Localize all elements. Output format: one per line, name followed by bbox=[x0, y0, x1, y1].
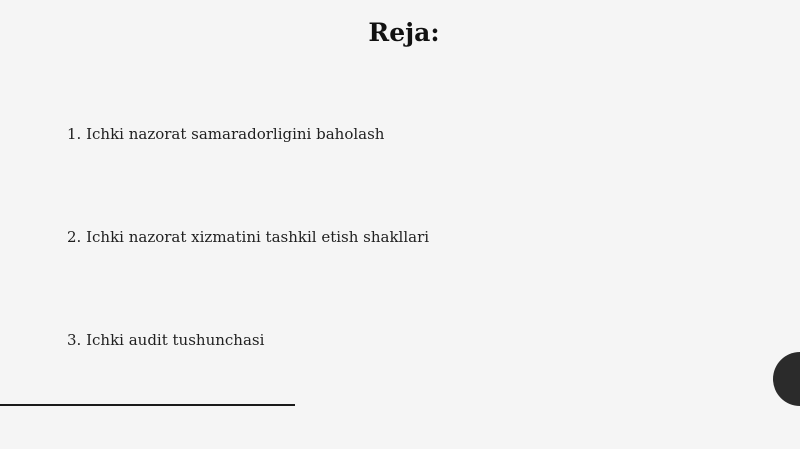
plan-item-3: 3. Ichki audit tushunchasi bbox=[67, 331, 265, 349]
divider-line bbox=[0, 404, 295, 406]
plan-item-2: 2. Ichki nazorat xizmatini tashkil etish shakllari bbox=[67, 228, 430, 246]
slide-title: Reja: bbox=[368, 18, 440, 47]
plan-item-1: 1. Ichki nazorat samaradorligini baholash bbox=[67, 125, 385, 143]
slide-nav-button[interactable] bbox=[773, 352, 800, 406]
